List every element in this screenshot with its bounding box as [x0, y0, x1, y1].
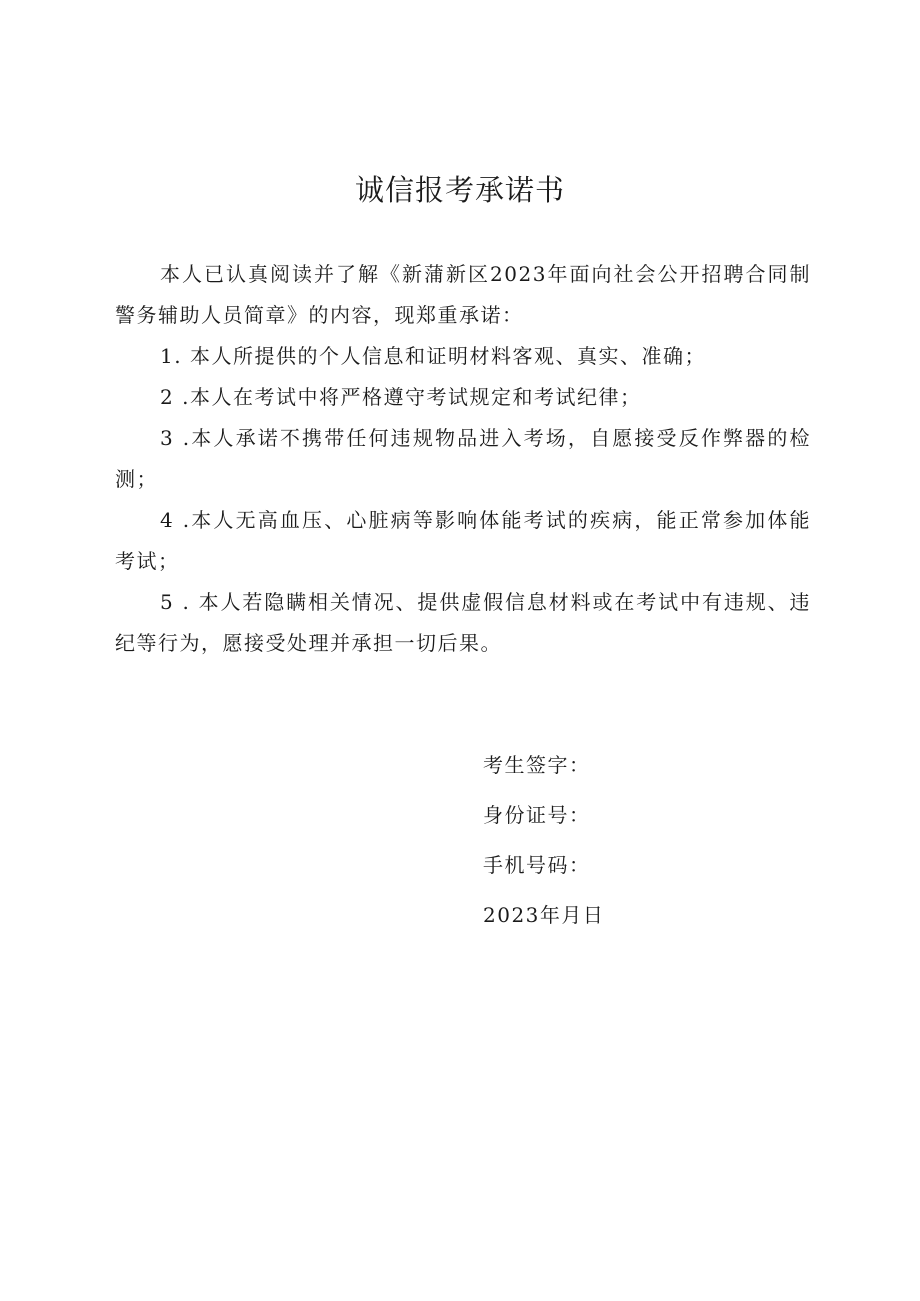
date-label: 2023年月日 [483, 903, 605, 927]
signer-label: 考生签字： [483, 753, 591, 777]
commitment-item-1: 1. 本人所提供的个人信息和证明材料客观、真实、准确； [160, 344, 706, 368]
commitment-item-4: 4 .本人无高血压、心脏病等影响体能考试的疾病，能正常参加体能考试； [115, 508, 811, 573]
commitment-body [115, 254, 811, 664]
commitment-item-2: 2 .本人在考试中将严格遵守考试规定和考试纪律； [160, 385, 642, 409]
phone-label: 手机号码： [483, 853, 591, 877]
commitment-item-5: 5 . 本人若隐瞒相关情况、提供虚假信息材料或在考试中有违规、违纪等行为，愿接受处理并承担一切后果。 [115, 590, 811, 655]
document-title: 诚信报考承诺书 [354, 173, 565, 207]
signature-block [483, 740, 783, 940]
id-number-label: 身份证号： [483, 803, 591, 827]
commitment-item-3: 3 .本人承诺不携带任何违规物品进入考场，自愿接受反作弊器的检测； [115, 426, 811, 491]
intro-paragraph: 本人已认真阅读并了解《新蒲新区2023年面向社会公开招聘合同制警务辅助人员简章》的内容，现郑重承诺： [115, 262, 811, 327]
